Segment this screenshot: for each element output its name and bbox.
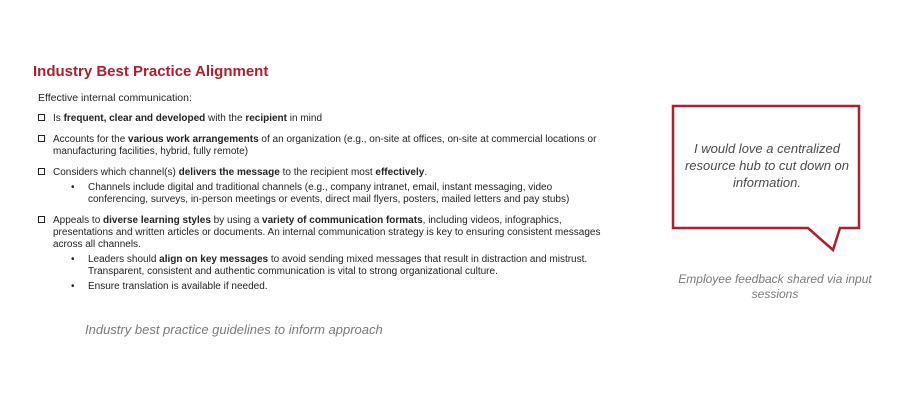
checkbox-bullet-icon	[38, 168, 45, 175]
checkbox-bullet-icon	[38, 114, 45, 121]
sub-list-item	[71, 182, 608, 206]
list-item	[38, 167, 608, 206]
emphasis-text: various work arrangements	[128, 134, 259, 145]
feedback-caption: Employee feedback shared via input sessions	[678, 272, 872, 301]
sub-list-item-text	[88, 182, 608, 206]
bullet-dot-icon: •	[71, 182, 75, 193]
sub-list-item	[71, 254, 608, 278]
intro-text: Effective internal communication:	[38, 92, 192, 104]
body-text: to the recipient most	[279, 167, 376, 178]
emphasis-text: frequent, clear and developed	[63, 113, 206, 124]
list-item-text	[53, 167, 608, 179]
body-text: by using a	[210, 215, 263, 226]
emphasis-text: effectively	[375, 167, 425, 178]
checkbox-bullet-icon	[38, 135, 45, 142]
bullet-dot-icon: •	[71, 254, 75, 265]
body-text: Ensure translation is available if needed.	[88, 281, 268, 292]
best-practice-caption: Industry best practice guidelines to inform approach	[85, 322, 383, 337]
emphasis-text: diverse learning styles	[103, 215, 211, 226]
body-text: in mind	[287, 113, 323, 124]
sub-list	[53, 254, 608, 293]
body-text: , including videos, infographics, presentations and written articles or documents. An internal communication strategy is key to ensuring consistent messages across all channels.	[53, 215, 601, 250]
body-text: Accounts for the	[53, 134, 129, 145]
body-text: Appeals to	[53, 215, 104, 226]
list-item	[38, 134, 608, 158]
emphasis-text: recipient	[245, 113, 287, 124]
emphasis-text: variety of communication formats	[262, 215, 423, 226]
body-text: with the	[205, 113, 246, 124]
list-item-text	[53, 215, 608, 251]
feedback-quote: I would love a centralized resource hub to cut down on information.	[684, 141, 850, 190]
body-text: .	[424, 167, 428, 178]
body-text: of an organization (e.g., on-site at offices, on-site at commercial locations or manufacturing facilities, hybrid, fully remote)	[53, 134, 597, 157]
list-item-text	[53, 134, 608, 158]
sub-list	[53, 182, 608, 206]
bullet-dot-icon: •	[71, 281, 75, 292]
body-text: Considers which channel(s)	[53, 167, 179, 178]
feedback-speech-bubble	[670, 103, 865, 258]
list-item-text	[53, 113, 608, 125]
emphasis-text: delivers the message	[178, 167, 280, 178]
checkbox-bullet-icon	[38, 216, 45, 223]
best-practice-list	[38, 113, 608, 302]
page-title: Industry Best Practice Alignment	[33, 63, 269, 80]
sub-list-item-text	[88, 254, 608, 278]
sub-list-item	[71, 281, 608, 293]
list-item	[38, 113, 608, 125]
sub-list-item-text	[88, 281, 608, 293]
list-item	[38, 215, 608, 293]
body-text: Channels include digital and traditional channels (e.g., company intranet, email, instant messaging, video conferencing, surveys, in-person meetings or events, direct mail flyers, posters, mailed letters and pay stubs)	[88, 182, 570, 205]
body-text: Leaders should	[88, 254, 160, 265]
body-text: Is	[53, 113, 64, 124]
body-text: to avoid sending mixed messages that result in distraction and mistrust. Transparent, consistent and authentic communication is vital to strong organizational culture.	[88, 254, 588, 277]
emphasis-text: align on key messages	[159, 254, 269, 265]
